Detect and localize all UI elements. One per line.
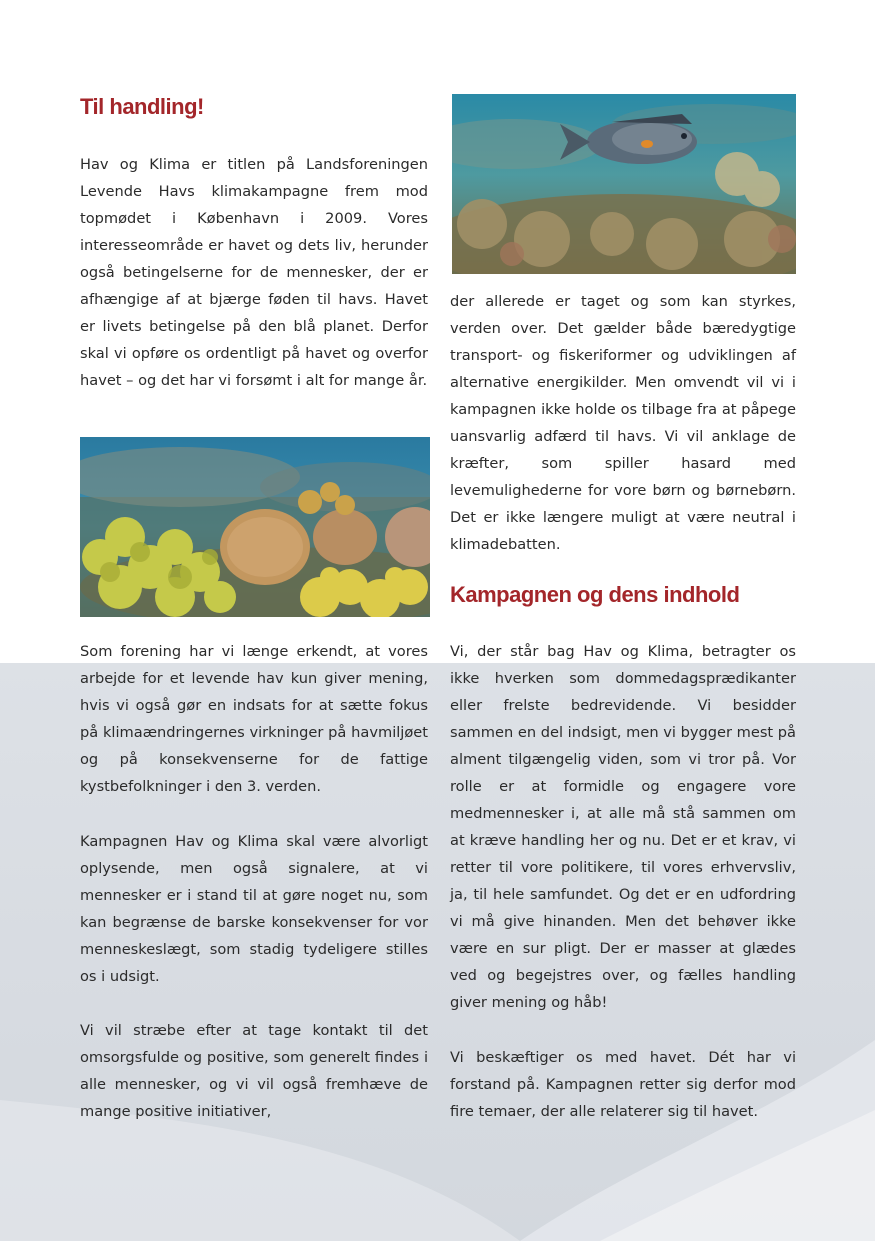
left-paragraph-2: Som forening har vi længe erkendt, at vores arbejde for et levende hav kun giver mening, hvis vi også gør en indsats for at sætte fokus på klimaændringernes virkninger på havmiljøet og på konsekvenserne for de fattige kystbefolkninger i den 3. verden. bbox=[80, 643, 428, 795]
left-paragraph-4: Vi vil stræbe efter at tage kontakt til det omsorgsfulde og positive, som generelt findes i alle mennesker, og vi vil også fremhæve de mange positive initiativer, bbox=[80, 1022, 428, 1120]
right-paragraph-2: Vi, der står bag Hav og Klima, betragter os ikke hverken som dommedagsprædikanter eller frelste bedrevidende. Vi besidder sammen en del indsigt, men vi bygger mest på alment tilgængelig viden, som vi tror på. Vor rolle er at formidle og engagere vore medmennesker i, at alle må stå sammen om at kræve handling her og nu. Det er et krav, vi retter til vore politikere, til vores erhvervsliv, ja, til hele samfundet. Og det er en udfordring vi må give hinanden. Men det behøver ikke være en sur pligt. Der er masser at glædes ved og begejstres over, og fælles handling giver mening og håb! bbox=[450, 643, 796, 1011]
coral-reef-photo bbox=[80, 437, 430, 617]
right-paragraph-3: Vi beskæftiger os med havet. Dét har vi forstand på. Kampagnen retter sig derfor mod fire temaer, der alle relaterer sig til havet. bbox=[450, 1049, 796, 1120]
left-paragraph-1: Hav og Klima er titlen på Landsforeningen Levende Havs klimakampagne frem mod topmødet i København i 2009. Vores interesseområde er havet og dets liv, herunder også betingelserne for de mennesker, der er afhængige af at bjærge føden til havs. Havet er livets betingelse på den blå planet. Derfor skal vi opføre os ordentligt på havet og overfor havet – og det har vi forsømt i alt for mange år. bbox=[80, 156, 428, 389]
heading-til-handling: Til handling! bbox=[80, 94, 204, 119]
left-paragraph-3: Kampagnen Hav og Klima skal være alvorligt oplysende, men også signalere, at vi mennesker er i stand til at gøre noget nu, som kan begrænse de barske konsekvenser for vor menneskeslægt, som stadig tydeligere stilles os i udsigt. bbox=[80, 833, 428, 985]
fish-photo bbox=[452, 94, 796, 274]
right-paragraph-1: der allerede er taget og som kan styrkes, verden over. Det gælder både bæredygtige transport- og fiskeriformer og udviklingen af alternative energikilder. Men omvendt vil vi i kampagnen ikke holde os tilbage fra at påpege uansvarlig adfærd til havs. Vi vil anklage de kræfter, som spiller hasard med levemulighederne for vore børn og børnebørn. Det er ikke længere muligt at være neutral i klimadebatten. bbox=[450, 293, 796, 553]
heading-kampagnen: Kampagnen og dens indhold bbox=[450, 582, 740, 607]
